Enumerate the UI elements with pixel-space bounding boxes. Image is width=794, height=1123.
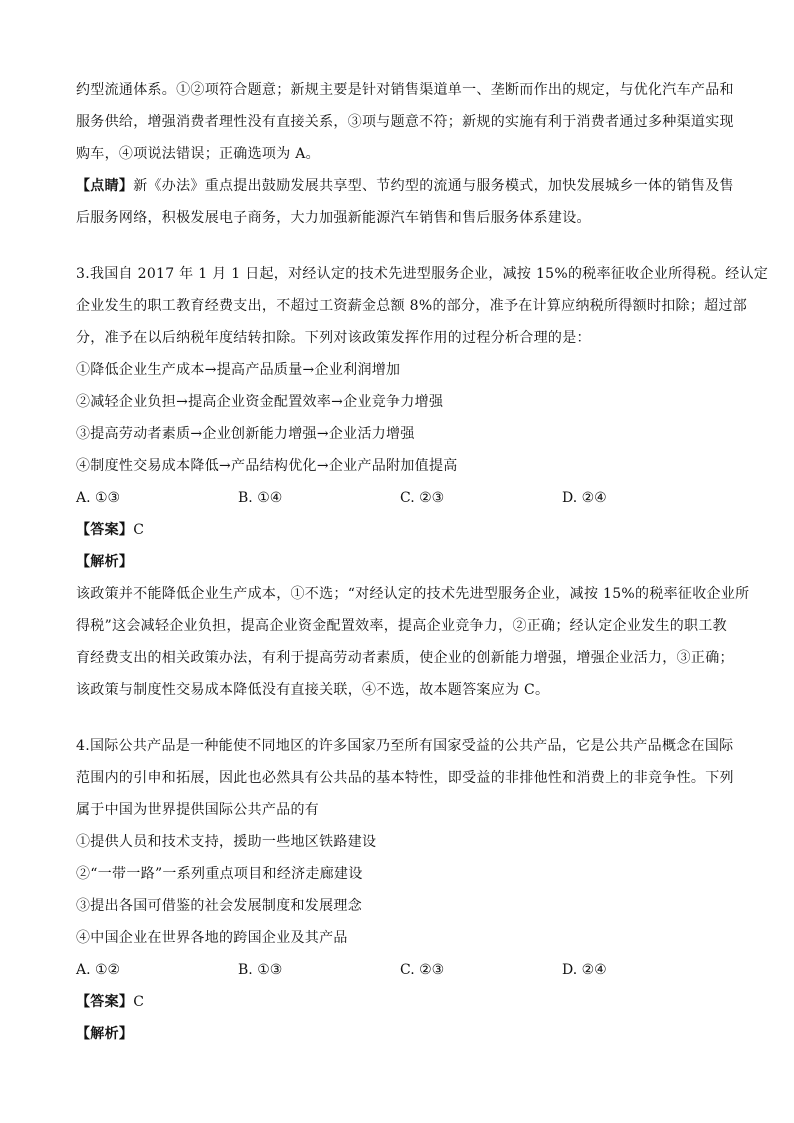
- text-line: 购车，④项说法错误；正确选项为 A。: [76, 146, 320, 162]
- question-stem: 企业发生的职工教育经费支出，不超过工资薪金总额 8%的部分，准予在计算应纳税所得额时扣除；超过部: [76, 298, 748, 314]
- option-a: A. ①③: [76, 490, 121, 506]
- prev-explanation: [76, 78, 734, 230]
- answer-label: 【答案】: [76, 994, 134, 1010]
- text-line: 服务供给，增强消费者理性没有直接关系，③项与题意不符；新规的实施有利于消费者通过多种渠道实现: [76, 114, 734, 130]
- question-item: ①提供人员和技术支持，援助一些地区铁路建设: [76, 834, 377, 850]
- question-item: ①降低企业生产成本→提高产品质量→企业利润增加: [76, 362, 401, 378]
- highlight-label: 【点睛】: [76, 178, 134, 194]
- question-item: ③提出各国可借鉴的社会发展制度和发展理念: [76, 898, 362, 914]
- question-item: ④制度性交易成本降低→产品结构优化→企业产品附加值提高: [76, 458, 458, 474]
- question-item: ②“一带一路”一系列重点项目和经济走廊建设: [76, 866, 363, 882]
- question-item: ③提高劳动者素质→企业创新能力增强→企业活力增强: [76, 426, 415, 442]
- option-c: C. ②③: [400, 962, 445, 978]
- highlight-text: 新《办法》重点提出鼓励发展共享型、节约型的流通与服务模式，加快发展城乡一体的销售及售: [133, 178, 734, 194]
- option-d: D. ②④: [562, 962, 607, 978]
- answer-line: [76, 990, 728, 1014]
- analysis-line: 该政策并不能降低企业生产成本，①不选；“对经认定的技术先进型服务企业，减按 15%的税率征收企业所: [76, 586, 750, 602]
- highlight-line: [76, 174, 734, 198]
- question-3: [76, 262, 769, 702]
- option-b: B. ①④: [238, 490, 283, 506]
- analysis-label: 【解析】: [76, 554, 134, 570]
- option-b: B. ①③: [238, 962, 283, 978]
- answer-options: [76, 958, 728, 982]
- analysis-label: 【解析】: [76, 1026, 134, 1042]
- option-a: A. ①②: [76, 962, 121, 978]
- document-page: [76, 78, 769, 1054]
- question-stem: 4.国际公共产品是一种能使不同地区的许多国家乃至所有国家受益的公共产品，它是公共产品概念在国际: [76, 738, 734, 754]
- text-line: 后服务网络，积极发展电子商务，大力加强新能源汽车销售和售后服务体系建设。: [76, 210, 591, 226]
- answer-options: [76, 486, 728, 510]
- question-stem: 分，准予在以后纳税年度结转扣除。下列对该政策发挥作用的过程分析合理的是：: [76, 330, 591, 346]
- question-stem: 3.我国自 2017 年 1 月 1 日起，对经认定的技术先进型服务企业，减按 15%的税率征收企业所得税。经认定: [76, 266, 769, 282]
- analysis-line: 得税”这会减轻企业负担，提高企业资金配置效率，提高企业竞争力，②正确；经认定企业发生的职工教: [76, 618, 727, 634]
- spacer: [76, 238, 728, 262]
- answer-line: [76, 518, 728, 542]
- spacer: [76, 710, 728, 734]
- answer-label: 【答案】: [76, 522, 134, 538]
- question-stem: 范围内的引申和拓展，因此也必然具有公共品的基本特性，即受益的非排他性和消费上的非竞争性。下列: [76, 770, 734, 786]
- question-item: ②减轻企业负担→提高企业资金配置效率→企业竞争力增强: [76, 394, 444, 410]
- question-item: ④中国企业在世界各地的跨国企业及其产品: [76, 930, 348, 946]
- analysis-line: 该政策与制度性交易成本降低没有直接关联，④不选，故本题答案应为 C。: [76, 682, 550, 698]
- text-line: 约型流通体系。①②项符合题意；新规主要是针对销售渠道单一、垄断而作出的规定，与优化汽车产品和: [76, 82, 734, 98]
- question-stem: 属于中国为世界提供国际公共产品的有: [76, 802, 320, 818]
- question-4: [76, 734, 734, 1046]
- analysis-line: 育经费支出的相关政策办法，有利于提高劳动者素质，使企业的创新能力增强，增强企业活力，③正确；: [76, 650, 734, 666]
- answer-value: C: [133, 522, 145, 538]
- option-d: D. ②④: [562, 490, 607, 506]
- option-c: C. ②③: [400, 490, 445, 506]
- answer-value: C: [133, 994, 145, 1010]
